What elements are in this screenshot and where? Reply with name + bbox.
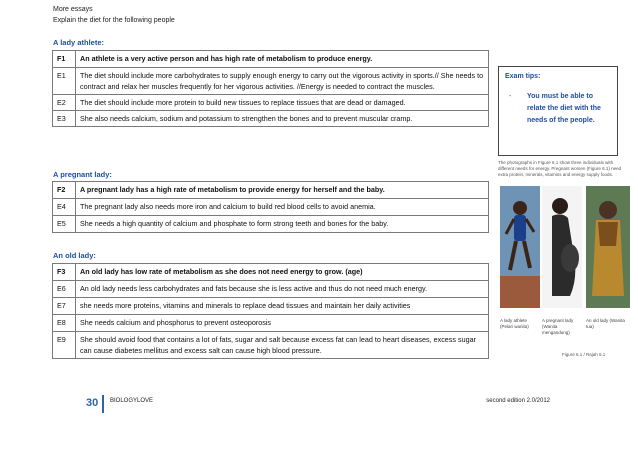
row-code: E5 (53, 216, 76, 233)
row-text: An athlete is a very active person and has high rate of metabolism to produce energy. (76, 51, 489, 68)
athlete-photo (500, 186, 540, 308)
row-code: E9 (53, 332, 76, 359)
page-number: 30 (86, 397, 99, 409)
footer-right-text: second edition 2.0/2012 (486, 398, 550, 404)
bullet-dash: - (509, 93, 512, 100)
page-footer (70, 395, 550, 415)
row-code: F3 (53, 264, 76, 281)
pregnant-photo (542, 186, 582, 308)
row-code: E8 (53, 315, 76, 332)
footer-left-text: BIOLOGYLOVE (110, 398, 154, 404)
row-text: She needs a high quantity of calcium and phosphate to form strong teeth and bones for the baby. (76, 216, 489, 233)
people-illustration (500, 186, 630, 316)
photo-caption: The photographs in Figure 6.1 show three individuals with different needs for energy. Pregnant women (Figure 6.1) need extra protein, minerals, vitamins and energy supply foods. (498, 160, 622, 177)
table-row (53, 68, 489, 95)
table-row (53, 216, 489, 233)
photo-label-old: An old lady (Wanita tua) (586, 318, 625, 329)
old-table (52, 263, 489, 359)
row-text: An old lady has low rate of metabolism as she does not need energy to grow. (age) (76, 264, 489, 281)
pregnant-table (52, 181, 489, 233)
row-code: E1 (53, 68, 76, 95)
footer-divider (102, 395, 104, 413)
exam-tips-title: Exam tips: (505, 73, 541, 80)
row-text: The diet should include more protein to build new tissues to replace tissues that are dead or damaged. (76, 95, 489, 111)
section-title-pregnant: A pregnant lady: (53, 170, 112, 179)
photo-label-pregnant: A pregnant lady (Wanita mengandung) (542, 318, 574, 335)
row-code: E7 (53, 298, 76, 315)
section-title-athlete: A lady athlete: (53, 38, 104, 47)
table-row (53, 281, 489, 298)
figure-label: Figure 6.1 / Rajah 6.1 (562, 352, 606, 357)
table-row (53, 51, 489, 68)
figure-photos (500, 186, 630, 335)
row-code: E2 (53, 95, 76, 111)
table-row (53, 182, 489, 199)
table-row (53, 332, 489, 359)
table-row (53, 95, 489, 111)
row-text: The pregnant lady also needs more iron and calcium to build red blood cells to avoid anemia. (76, 199, 489, 216)
old-lady-photo (586, 186, 630, 308)
section-title-old: An old lady: (53, 251, 96, 260)
table-row (53, 298, 489, 315)
row-code: F1 (53, 51, 76, 68)
row-text: An old lady needs less carbohydrates and fats because she is less active and thus do not need much energy. (76, 281, 489, 298)
header-title: More essays (53, 6, 93, 13)
table-row (53, 315, 489, 332)
athlete-table (52, 50, 489, 127)
row-text: She should avoid food that contains a lot of fats, sugar and salt because excess fat can lead to heart diseases, excess sugar can cause diabetes mellitus and excess salt can cause high blood pressure. (76, 332, 489, 359)
row-text: She also needs calcium, sodium and potassium to strengthen the bones and to prevent muscular cramp. (76, 111, 489, 127)
row-text: She needs calcium and phosphorus to prevent osteoporosis (76, 315, 489, 332)
photo-label-athlete: A lady athlete (Pelari wanita) (500, 318, 529, 329)
row-text: A pregnant lady has a high rate of metabolism to provide energy for herself and the baby. (76, 182, 489, 199)
row-code: F2 (53, 182, 76, 199)
row-text: The diet should include more carbohydrates to supply enough energy to carry out the vigorous activity in sports.// She needs to contract and relax her muscles frequently for her vigorous activities. //Energy is needed to contract the muscles. (76, 68, 489, 95)
row-code: E3 (53, 111, 76, 127)
table-row (53, 111, 489, 127)
row-code: E6 (53, 281, 76, 298)
exam-tips-text: You must be able to relate the diet with the needs of the people. (527, 93, 601, 124)
table-row (53, 264, 489, 281)
row-code: E4 (53, 199, 76, 216)
header-subtitle: Explain the diet for the following people (53, 17, 175, 24)
table-row (53, 199, 489, 216)
row-text: she needs more proteins, vitamins and minerals to replace dead tissues and maintain her daily activities (76, 298, 489, 315)
exam-tips-box (498, 66, 618, 156)
